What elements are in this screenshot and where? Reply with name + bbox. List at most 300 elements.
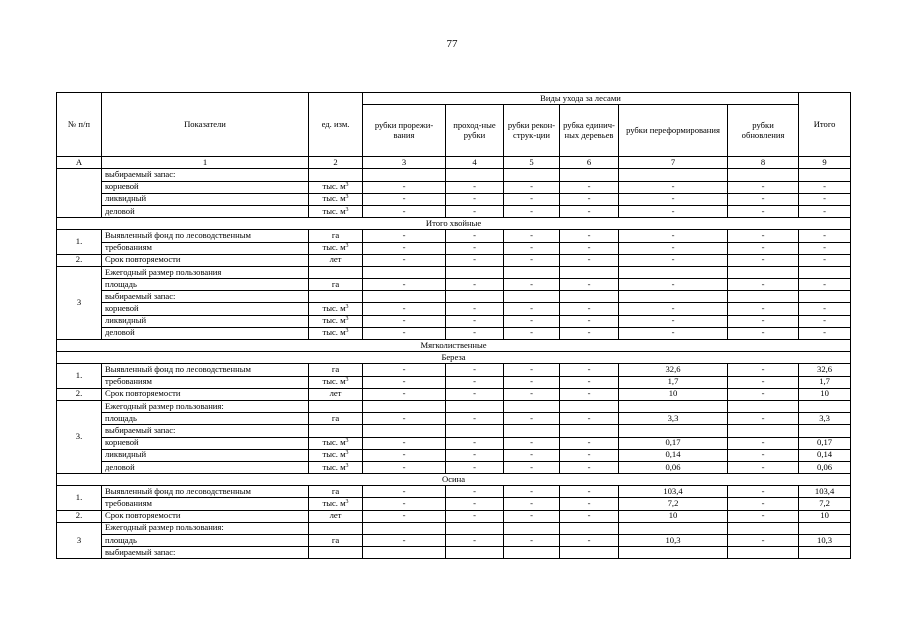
value-cell: - [560,461,619,473]
value-cell [446,169,504,181]
table-row [57,315,851,327]
table-row [57,413,851,425]
value-cell: - [619,303,728,315]
value-cell [728,425,799,437]
value-cell: - [446,510,504,522]
index-cell: 6 [560,157,619,169]
value-cell [619,266,728,278]
value-cell: - [560,413,619,425]
indicator-label: площадь [102,413,309,425]
value-cell [799,169,851,181]
table-row [57,388,851,400]
indicator-label: площадь [102,535,309,547]
value-cell: - [560,437,619,449]
value-cell: - [560,388,619,400]
table-row [57,205,851,217]
value-cell: - [446,437,504,449]
unit-cell [309,498,363,510]
section-title: Мягколиственные [57,340,851,352]
indicator-label: Выявленный фонд по лесоводственным [102,364,309,376]
indicator-label: ликвидный [102,449,309,461]
indicator-label: Ежегодный размер пользования: [102,522,309,534]
value-cell [363,169,446,181]
unit-sup: 3 [345,316,349,323]
value-cell: - [504,364,560,376]
value-cell [799,425,851,437]
value-cell: - [363,437,446,449]
value-cell: - [799,181,851,193]
unit-cell: га [309,486,363,498]
value-cell: - [799,230,851,242]
value-cell [446,547,504,559]
row-number: 3 [57,266,102,339]
value-cell [504,425,560,437]
unit-sup: 3 [345,194,349,201]
value-cell [799,400,851,412]
value-cell: - [560,315,619,327]
value-cell: - [504,376,560,388]
value-cell: - [619,327,728,339]
value-cell [560,169,619,181]
unit-cell [309,303,363,315]
unit-text: тыс. м [322,437,346,448]
value-cell: - [728,376,799,388]
table-row [57,400,851,412]
unit-sup: 3 [345,499,349,506]
value-cell: - [446,486,504,498]
value-cell: - [504,315,560,327]
value-cell: - [363,498,446,510]
value-cell: - [446,449,504,461]
table-row [57,461,851,473]
unit-sup: 3 [345,450,349,457]
value-cell: 1,7 [619,376,728,388]
value-cell: - [504,279,560,291]
indicator-label: Выявленный фонд по лесоводственным [102,486,309,498]
value-cell: - [504,535,560,547]
value-cell: - [728,449,799,461]
value-cell: - [799,279,851,291]
value-cell: - [799,315,851,327]
table-row [57,193,851,205]
value-cell: - [363,449,446,461]
value-cell: 10 [619,388,728,400]
row-number [57,169,102,218]
value-cell: - [728,388,799,400]
table-row [57,498,851,510]
section-row [57,474,851,486]
value-cell: - [446,181,504,193]
value-cell: - [728,437,799,449]
unit-sup: 3 [345,182,349,189]
unit-cell: лет [309,388,363,400]
unit-sup: 3 [345,438,349,445]
unit-cell: лет [309,510,363,522]
value-cell: - [560,364,619,376]
value-cell [504,291,560,303]
section-row [57,218,851,230]
indicator-label: площадь [102,279,309,291]
table-row [57,376,851,388]
value-cell [560,291,619,303]
value-cell: 32,6 [619,364,728,376]
unit-text: тыс. м [322,205,346,216]
row-number: 1. [57,364,102,388]
value-cell: - [446,535,504,547]
row-number: 1. [57,486,102,510]
value-cell [363,400,446,412]
value-cell: - [504,327,560,339]
index-cell: 5 [504,157,560,169]
value-cell: - [363,315,446,327]
unit-cell [309,169,363,181]
unit-cell: га [309,364,363,376]
total-cell: 1,7 [799,376,851,388]
value-cell: - [799,254,851,266]
indicator-label: Выявленный фонд по лесоводственным [102,230,309,242]
value-cell: - [504,486,560,498]
unit-text: тыс. м [322,315,346,326]
table-row [57,327,851,339]
page-number: 77 [446,38,458,50]
table-row [57,181,851,193]
value-cell: 10,3 [619,535,728,547]
indicator-label: Срок повторяемости [102,388,309,400]
value-cell [560,547,619,559]
unit-cell: га [309,413,363,425]
value-cell: - [728,413,799,425]
indicator-label: ликвидный [102,193,309,205]
index-cell: 9 [799,157,851,169]
table-row [57,266,851,278]
value-cell: - [728,461,799,473]
value-cell [363,266,446,278]
value-cell: - [446,376,504,388]
value-cell: - [363,303,446,315]
value-cell: - [728,327,799,339]
value-cell: - [363,230,446,242]
value-cell: - [363,413,446,425]
value-cell: - [560,254,619,266]
table-row [57,437,851,449]
index-cell: А [57,157,102,169]
value-cell: - [560,449,619,461]
unit-cell: га [309,279,363,291]
row-number: 1. [57,230,102,254]
table-row [57,510,851,522]
value-cell: - [560,279,619,291]
value-cell: 10 [619,510,728,522]
value-cell: - [446,254,504,266]
unit-cell [309,547,363,559]
indicator-label: выбираемый запас: [102,291,309,303]
unit-sup: 3 [345,206,349,213]
row-number: 2. [57,388,102,400]
unit-cell [309,376,363,388]
value-cell: - [560,193,619,205]
value-cell: - [446,388,504,400]
unit-text: тыс. м [322,498,346,509]
table-row [57,303,851,315]
value-cell [728,169,799,181]
value-cell: - [728,193,799,205]
index-cell: 4 [446,157,504,169]
value-cell: - [446,315,504,327]
value-cell: - [560,230,619,242]
value-cell: - [560,510,619,522]
value-cell [504,547,560,559]
value-cell [799,547,851,559]
value-cell [728,291,799,303]
value-cell: - [504,205,560,217]
unit-text: тыс. м [322,327,346,338]
value-cell: 0,14 [619,449,728,461]
header-c6: рубка единич-ных деревьев [560,105,619,157]
table-row [57,535,851,547]
value-cell: - [560,498,619,510]
value-cell: - [504,510,560,522]
value-cell: - [446,242,504,254]
value-cell [799,266,851,278]
value-cell [619,547,728,559]
value-cell: - [504,437,560,449]
value-cell: - [446,498,504,510]
value-cell [504,169,560,181]
indicator-label: Ежегодный размер пользования: [102,400,309,412]
value-cell [446,266,504,278]
value-cell [728,266,799,278]
table-row [57,279,851,291]
unit-text: тыс. м [322,193,346,204]
indicator-label: корневой [102,437,309,449]
unit-cell [309,291,363,303]
unit-text: тыс. м [322,242,346,253]
section-title: Осина [57,474,851,486]
header-indicator: Показатели [102,93,309,157]
value-cell: - [504,193,560,205]
indicator-label: выбираемый запас: [102,425,309,437]
table-row [57,486,851,498]
value-cell [560,425,619,437]
value-cell: - [446,279,504,291]
value-cell: - [504,413,560,425]
indicator-label: деловой [102,205,309,217]
value-cell: - [446,303,504,315]
value-cell: - [799,327,851,339]
section-row [57,340,851,352]
value-cell [363,425,446,437]
indicator-label: требованиям [102,498,309,510]
value-cell: - [728,535,799,547]
value-cell: - [619,279,728,291]
value-cell: - [619,181,728,193]
value-cell: - [799,193,851,205]
total-cell: 3,3 [799,413,851,425]
value-cell: - [560,376,619,388]
indicator-label: Срок повторяемости [102,254,309,266]
value-cell: - [363,327,446,339]
table-row [57,522,851,534]
value-cell [619,169,728,181]
table-row [57,425,851,437]
unit-cell [309,522,363,534]
table-row [57,242,851,254]
value-cell [446,400,504,412]
value-cell: - [560,535,619,547]
unit-cell: лет [309,254,363,266]
header-group: Виды ухода за лесами [363,93,799,105]
value-cell: 103,4 [619,486,728,498]
value-cell: - [560,205,619,217]
header-c3: рубки прорежи-вания [363,105,446,157]
value-cell: - [560,303,619,315]
value-cell: - [504,254,560,266]
header-num: № п/п [57,93,102,157]
unit-text: тыс. м [322,376,346,387]
unit-cell [309,181,363,193]
value-cell: - [728,486,799,498]
value-cell: - [799,205,851,217]
indicator-label: Срок повторяемости [102,510,309,522]
value-cell [446,522,504,534]
value-cell: - [504,388,560,400]
header-c8: рубки обновления [728,105,799,157]
value-cell: - [560,242,619,254]
value-cell: - [728,510,799,522]
index-cell: 2 [309,157,363,169]
unit-sup: 3 [345,243,349,250]
total-cell: 32,6 [799,364,851,376]
unit-cell [309,193,363,205]
value-cell: - [446,327,504,339]
value-cell: - [728,242,799,254]
value-cell: - [560,181,619,193]
value-cell: 3,3 [619,413,728,425]
value-cell: 0,06 [619,461,728,473]
index-cell: 8 [728,157,799,169]
total-cell: 103,4 [799,486,851,498]
value-cell [799,522,851,534]
indicator-label: корневой [102,303,309,315]
header-c7: рубки переформирования [619,105,728,157]
value-cell: - [363,193,446,205]
unit-cell [309,461,363,473]
value-cell: - [504,230,560,242]
value-cell: - [799,303,851,315]
indicator-label: Ежегодный размер пользования [102,266,309,278]
value-cell: - [446,193,504,205]
unit-cell [309,205,363,217]
value-cell: 0,17 [619,437,728,449]
value-cell: - [363,254,446,266]
indicator-label: ликвидный [102,315,309,327]
total-cell: 0,17 [799,437,851,449]
total-cell: 10 [799,388,851,400]
value-cell: - [560,327,619,339]
row-number: 2. [57,254,102,266]
value-cell: - [728,230,799,242]
row-number: 3 [57,522,102,559]
value-cell [560,400,619,412]
value-cell [799,291,851,303]
unit-sup: 3 [345,462,349,469]
value-cell: - [363,364,446,376]
unit-sup: 3 [345,377,349,384]
unit-text: тыс. м [322,181,346,192]
total-cell: 0,06 [799,461,851,473]
value-cell: - [728,254,799,266]
table-row [57,547,851,559]
section-title: Итого хвойные [57,218,851,230]
value-cell: - [799,242,851,254]
value-cell: - [504,242,560,254]
unit-cell: га [309,230,363,242]
value-cell [728,400,799,412]
value-cell: - [504,181,560,193]
value-cell [560,522,619,534]
value-cell: - [560,486,619,498]
indicator-label: требованиям [102,376,309,388]
value-cell [363,547,446,559]
unit-cell [309,266,363,278]
value-cell: - [504,303,560,315]
value-cell: - [728,205,799,217]
table-row [57,449,851,461]
value-cell: - [728,279,799,291]
indicator-label: требованиям [102,242,309,254]
total-cell: 10 [799,510,851,522]
value-cell [728,547,799,559]
value-cell: - [446,461,504,473]
value-cell [363,291,446,303]
value-cell: - [363,279,446,291]
header-c4: проход-ные рубки [446,105,504,157]
value-cell: - [728,498,799,510]
header-total: Итого [799,93,851,157]
value-cell: - [619,254,728,266]
unit-cell [309,449,363,461]
unit-cell [309,437,363,449]
total-cell: 10,3 [799,535,851,547]
index-row [57,157,851,169]
value-cell [619,425,728,437]
value-cell: - [504,449,560,461]
value-cell: - [363,388,446,400]
header-c5: рубки рекон-струк-ции [504,105,560,157]
forest-care-table [56,92,851,559]
value-cell: - [619,193,728,205]
table-row [57,230,851,242]
value-cell: - [619,205,728,217]
unit-cell: га [309,535,363,547]
value-cell [619,291,728,303]
unit-text: тыс. м [322,449,346,460]
unit-text: тыс. м [322,461,346,472]
row-number: 2. [57,510,102,522]
header-unit: ед. изм. [309,93,363,157]
total-cell: 0,14 [799,449,851,461]
value-cell: - [363,461,446,473]
value-cell: - [363,486,446,498]
value-cell [619,522,728,534]
value-cell: - [504,461,560,473]
value-cell [446,425,504,437]
value-cell: - [728,181,799,193]
value-cell: - [728,364,799,376]
value-cell: - [363,242,446,254]
value-cell: - [619,315,728,327]
index-cell: 3 [363,157,446,169]
